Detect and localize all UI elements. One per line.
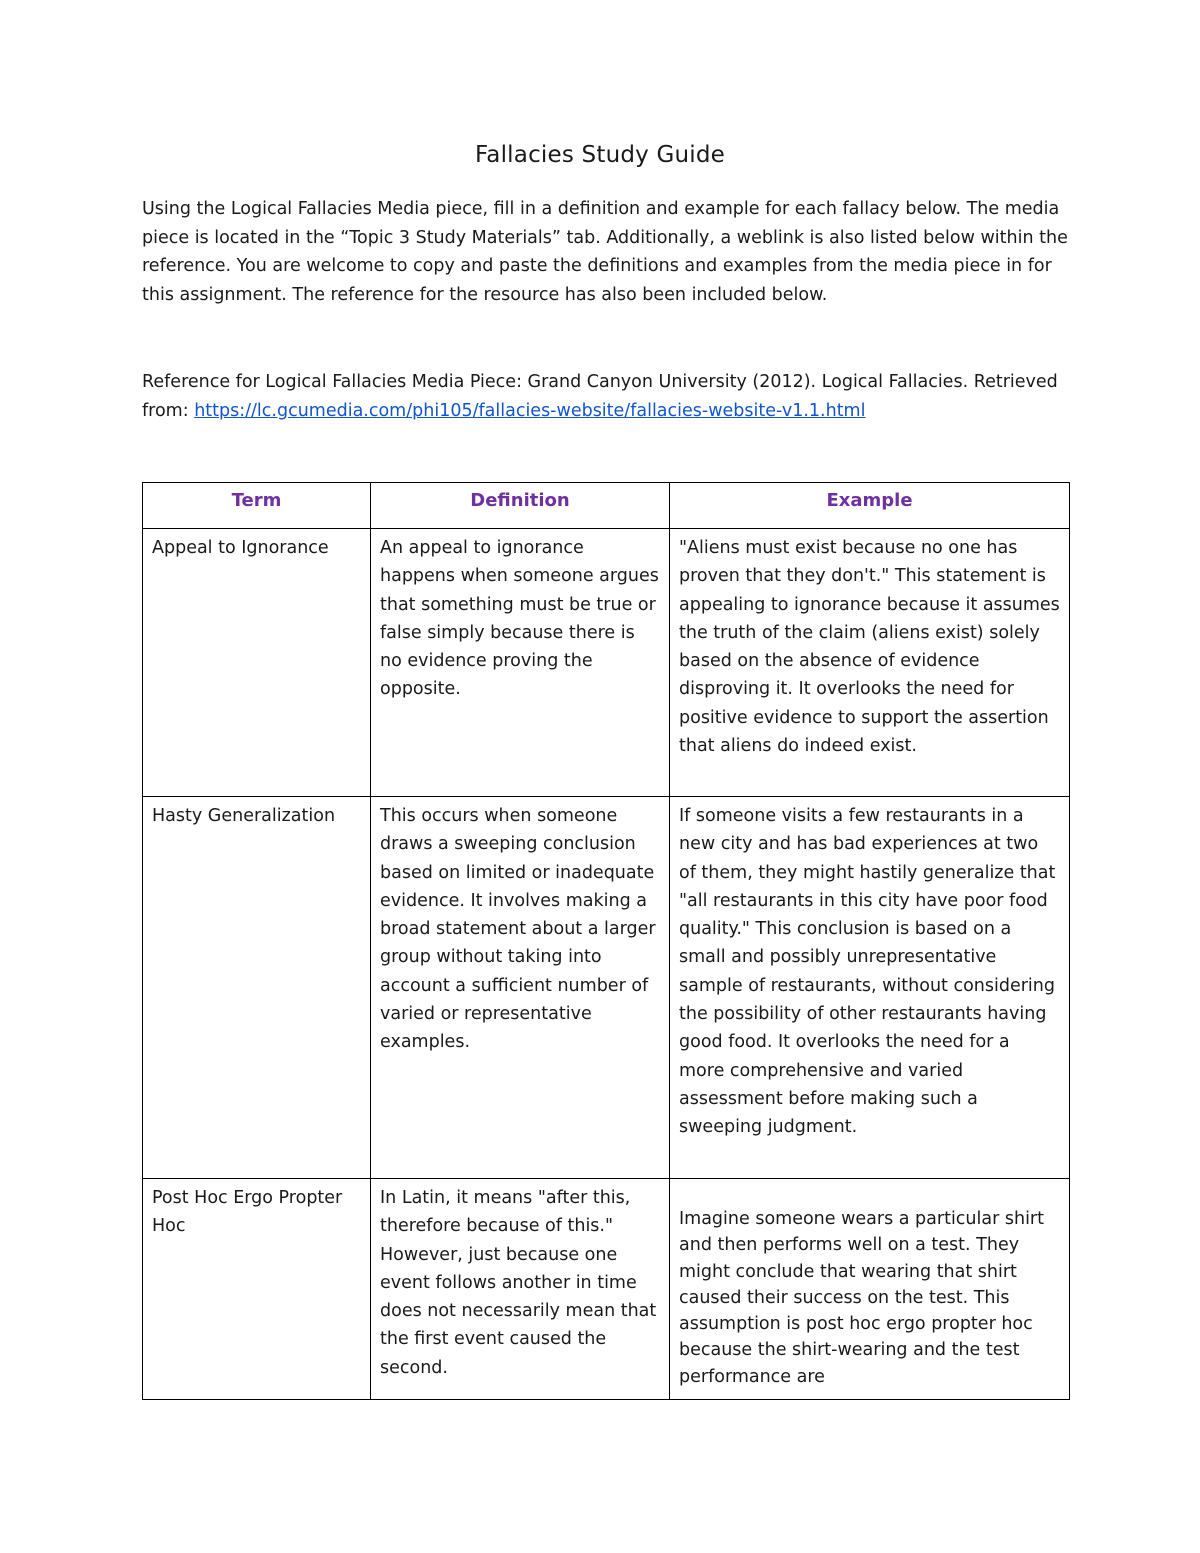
- reference-paragraph: [142, 368, 1072, 425]
- table-row: [143, 797, 1070, 1179]
- definition-cell: An appeal to ignorance happens when someone argues that something must be true or false simply because there is no evidence proving the opposite.: [371, 529, 670, 797]
- header-term: Term: [143, 483, 371, 529]
- header-definition: Definition: [371, 483, 670, 529]
- document-title: Fallacies Study Guide: [474, 142, 726, 168]
- term-cell: Post Hoc Ergo Propter Hoc: [143, 1179, 371, 1400]
- table-header-row: [143, 483, 1070, 529]
- table-row: [143, 529, 1070, 797]
- example-cell: [670, 1179, 1070, 1400]
- reference-text: Reference for Logical Fallacies Media Piece: Grand Canyon University (2012). Logical Fallacies. Retrieved from:: [142, 372, 1058, 421]
- example-cell: "Aliens must exist because no one has proven that they don't." This statement is appealing to ignorance because it assumes the truth of the claim (aliens exist) solely based on the absence of evidence disproving it. It overlooks the need for positive evidence to support the assertion that aliens do indeed exist.: [670, 529, 1070, 797]
- definition-cell: In Latin, it means "after this, therefore because of this." However, just because one event follows another in time does not necessarily mean that the first event caused the second.: [371, 1179, 670, 1400]
- example-text: Imagine someone wears a particular shirt and then performs well on a test. They might conclude that wearing that shirt caused their success on the test. This assumption is post hoc ergo propter hoc because the shirt-wearing and the test performance are: [679, 1209, 1044, 1387]
- term-cell: Appeal to Ignorance: [143, 529, 371, 797]
- table-row: [143, 1179, 1070, 1400]
- fallacies-table: [142, 482, 1070, 1400]
- term-cell: Hasty Generalization: [143, 797, 371, 1179]
- example-cell: If someone visits a few restaurants in a new city and has bad experiences at two of them, they might hastily generalize that "all restaurants in this city have poor food quality." This conclusion is based on a small and possibly unrepresentative sample of restaurants, without considering the possibility of other restaurants having good food. It overlooks the need for a more comprehensive and varied assessment before making such a sweeping judgment.: [670, 797, 1070, 1179]
- definition-cell: This occurs when someone draws a sweeping conclusion based on limited or inadequate evidence. It involves making a broad statement about a larger group without taking into account a sufficient number of varied or representative examples.: [371, 797, 670, 1179]
- intro-paragraph: Using the Logical Fallacies Media piece, fill in a definition and example for each fallacy below. The media piece is located in the “Topic 3 Study Materials” tab. Additionally, a weblink is also listed below within the reference. You are welcome to copy and paste the definitions and examples from the media piece in for this assignment. The reference for the resource has also been included below.: [142, 199, 1068, 305]
- header-example: Example: [670, 483, 1070, 529]
- reference-link[interactable]: https://lc.gcumedia.com/phi105/fallacies-website/fallacies-website-v1.1.html: [194, 400, 866, 421]
